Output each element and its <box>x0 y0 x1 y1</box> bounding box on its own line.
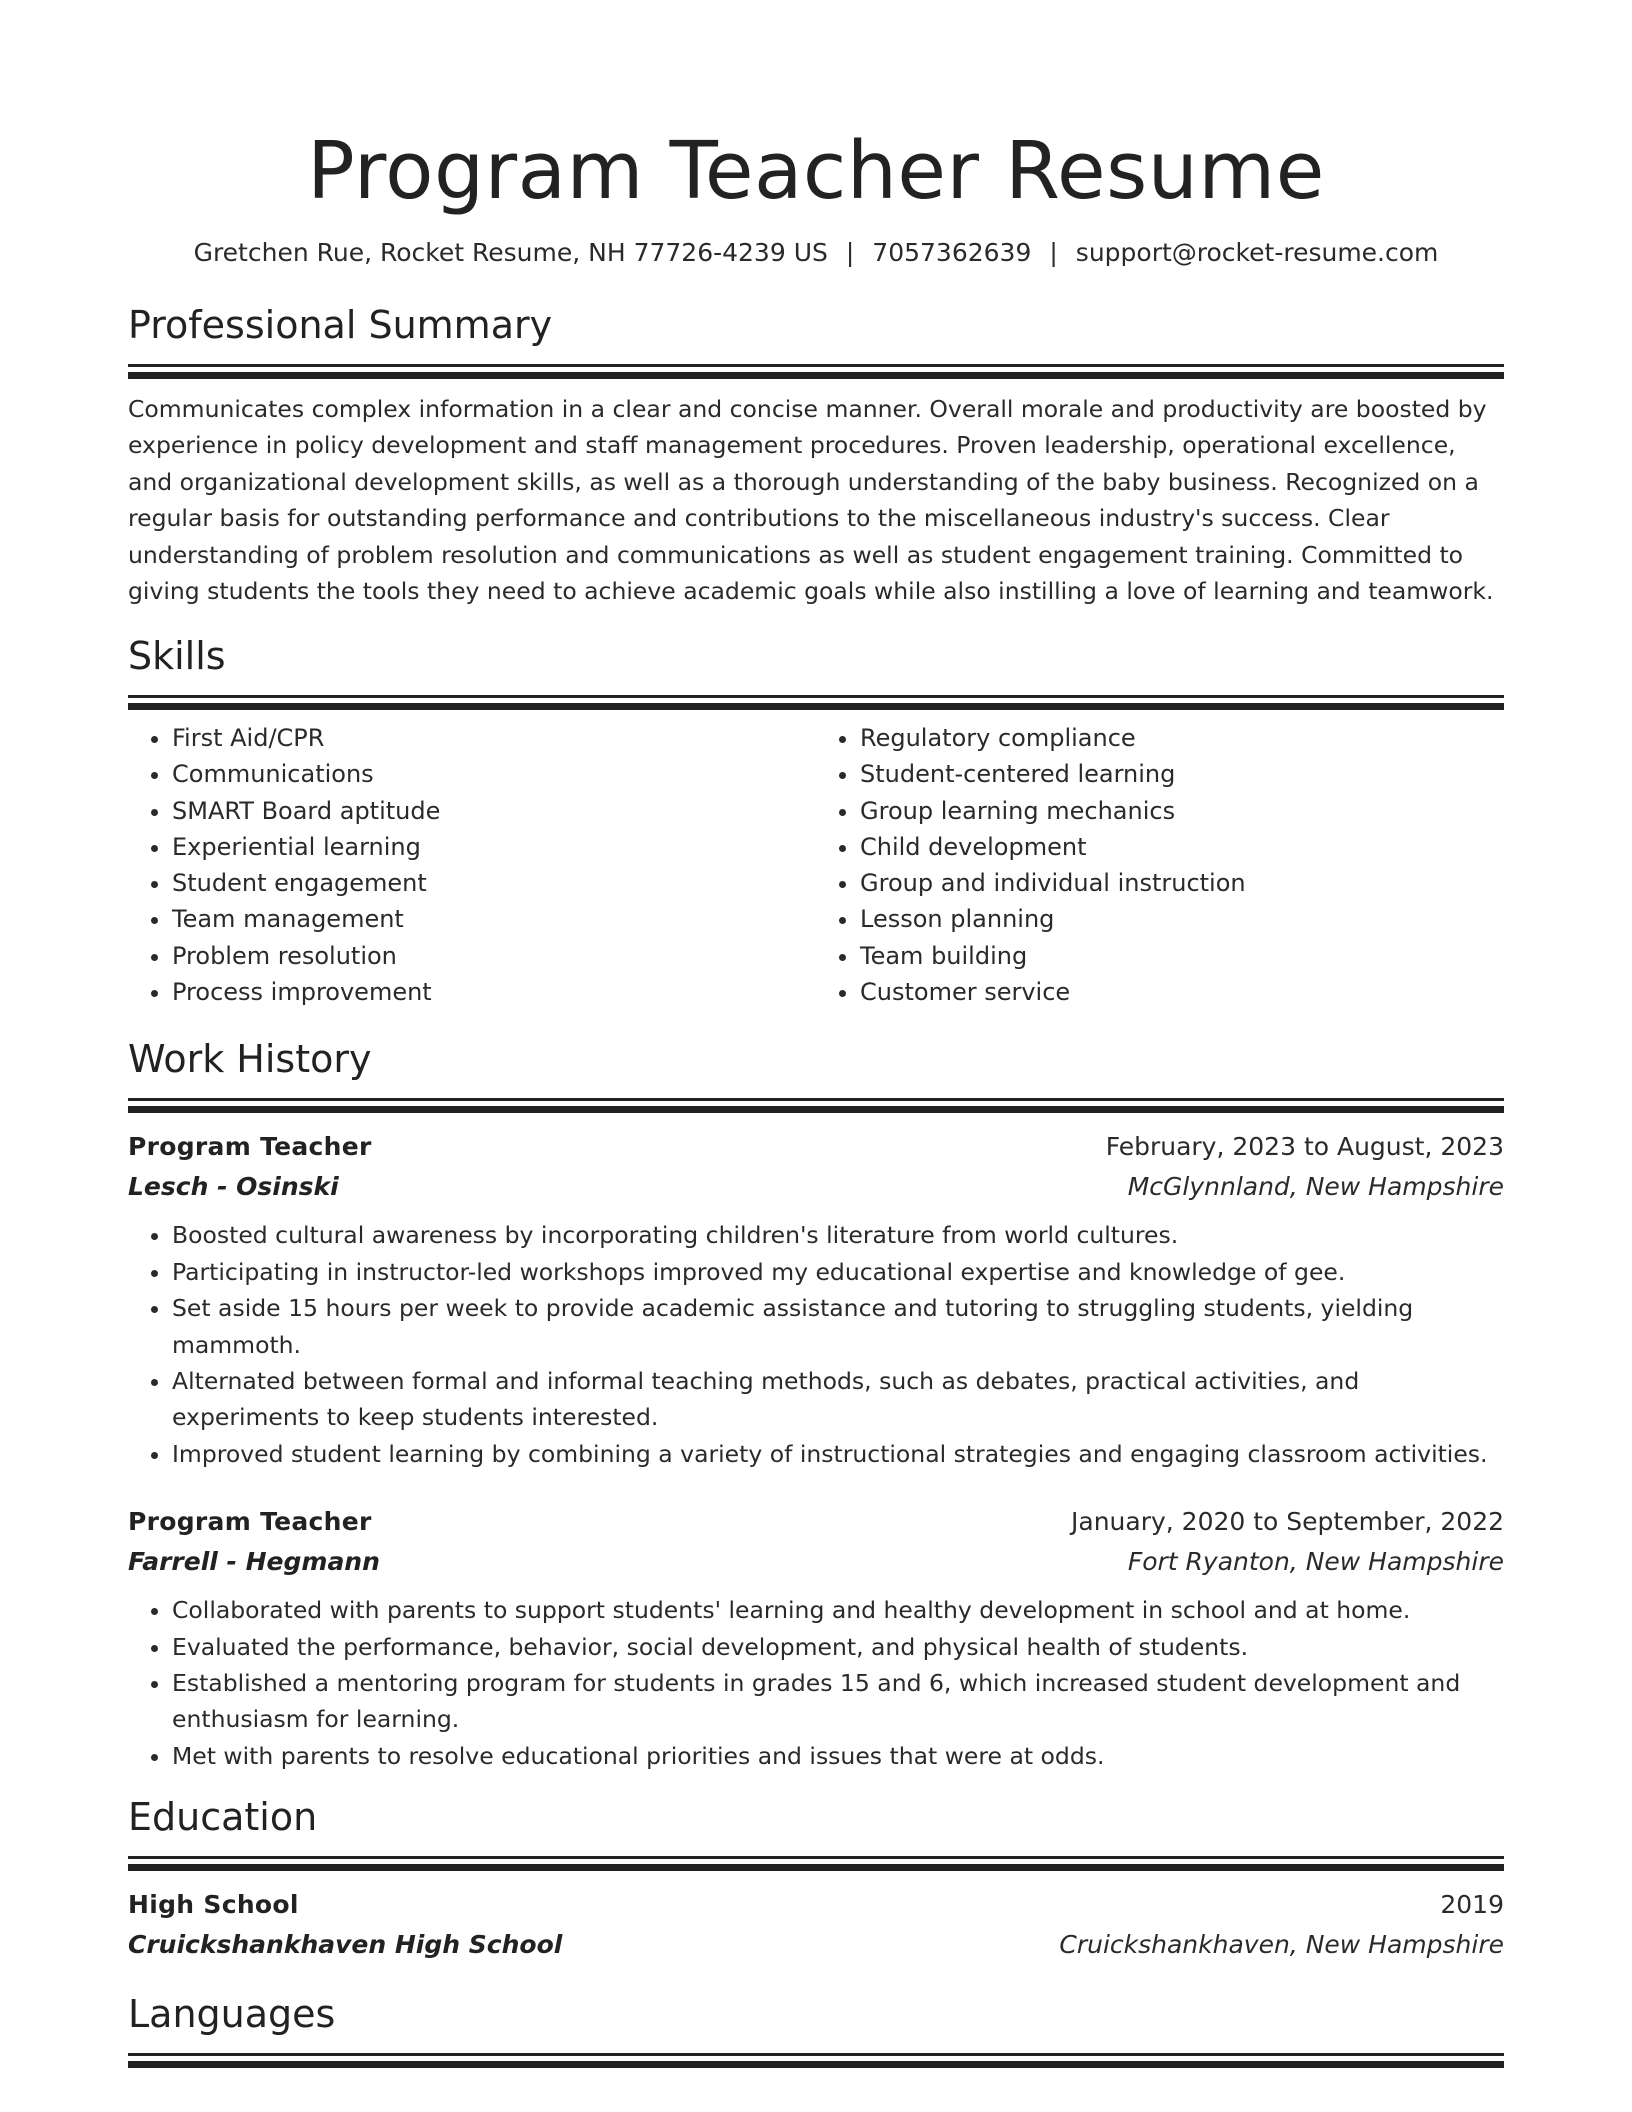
skill-item: • First Aid/CPR <box>172 720 816 756</box>
section-divider-thick <box>128 703 1504 710</box>
summary-text: Communicates complex information in a clear and concise manner. Overall morale and productivity are boosted by experience in policy development and staff management procedures. Proven leadership, operational excellence, and organizational development skills, as well as a thorough understanding of the baby business. Recognized on a regular basis for outstanding performance and contributions to the miscellaneous industry's success. Clear understanding of problem resolution and communications as well as student engagement training. Committed to giving students the tools they need to achieve academic goals while also instilling a love of learning and teamwork. <box>128 395 1494 606</box>
skill-item: • SMART Board aptitude <box>172 793 816 829</box>
contact-separator: | <box>845 238 855 267</box>
job-bullet: • Set aside 15 hours per week to provide academic assistance and tutoring to struggling students, yielding mammoth. <box>172 1290 1504 1363</box>
skill-item: • Customer service <box>860 974 1504 1010</box>
skill-item: • Child development <box>860 829 1504 865</box>
skill-item: • Team management <box>172 901 816 937</box>
skill-item: • Process improvement <box>172 974 816 1010</box>
job-bullet: • Participating in instructor-led workshops improved my educational expertise and knowledge of gee. <box>172 1254 1504 1290</box>
section-heading-skills: Skills <box>128 633 226 678</box>
job-dates: January, 2020 to September, 2022 <box>1071 1507 1504 1537</box>
summary-section <box>128 302 1504 609</box>
section-divider-thick <box>128 1106 1504 1113</box>
work-history-section <box>128 1036 1504 1774</box>
skill-item: • Team building <box>860 938 1504 974</box>
contact-address: Gretchen Rue, Rocket Resume, NH 77726-4239 US <box>193 238 828 267</box>
skill-item: • Student-centered learning <box>860 756 1504 792</box>
languages-section <box>128 1991 1504 2068</box>
education-degree: High School <box>128 1890 299 1920</box>
skills-list-left <box>128 720 816 1010</box>
contact-line <box>128 236 1504 270</box>
job-title: Program Teacher <box>128 1507 372 1537</box>
job-dates: February, 2023 to August, 2023 <box>1105 1132 1504 1162</box>
job-location: McGlynnland, New Hampshire <box>1127 1172 1504 1202</box>
contact-phone: 7057362639 <box>872 238 1032 267</box>
section-divider <box>128 695 1504 698</box>
education-section <box>128 1794 1504 1965</box>
contact-separator: | <box>1049 238 1058 267</box>
skill-item: • Group learning mechanics <box>860 793 1504 829</box>
job-subheader <box>128 1542 1504 1582</box>
section-divider <box>128 2053 1504 2056</box>
skills-list-right <box>816 720 1504 1010</box>
education-header <box>128 1885 1504 1925</box>
skill-item: • Student engagement <box>172 865 816 901</box>
job-entry <box>128 1502 1504 1774</box>
skill-item: • Regulatory compliance <box>860 720 1504 756</box>
job-header <box>128 1127 1504 1167</box>
resume-title: Program Teacher Resume <box>307 125 1325 217</box>
section-heading-work: Work History <box>128 1037 372 1082</box>
job-header <box>128 1502 1504 1542</box>
section-divider <box>128 1098 1504 1101</box>
job-company: Farrell - Hegmann <box>128 1547 380 1577</box>
resume-page <box>128 0 1504 2068</box>
education-year: 2019 <box>1440 1890 1504 1920</box>
section-heading-languages: Languages <box>128 1992 336 2037</box>
section-heading-education: Education <box>128 1795 318 1840</box>
job-bullet: • Alternated between formal and informal teaching methods, such as debates, practical activities, and experiments to keep students interested. <box>172 1363 1504 1436</box>
job-bullet: • Evaluated the performance, behavior, social development, and physical health of students. <box>172 1629 1504 1665</box>
education-subheader <box>128 1925 1504 1965</box>
job-company: Lesch - Osinski <box>128 1172 339 1202</box>
job-bullets <box>128 1217 1504 1472</box>
section-divider-thick <box>128 2061 1504 2068</box>
skill-item: • Group and individual instruction <box>860 865 1504 901</box>
skill-item: • Problem resolution <box>172 938 816 974</box>
job-bullet: • Boosted cultural awareness by incorporating children's literature from world cultures. <box>172 1217 1504 1253</box>
job-subheader <box>128 1167 1504 1207</box>
job-entry <box>128 1127 1504 1472</box>
skill-item: • Experiential learning <box>172 829 816 865</box>
skill-item: • Lesson planning <box>860 901 1504 937</box>
contact-email: support@rocket-resume.com <box>1075 238 1439 267</box>
section-divider <box>128 364 1504 367</box>
job-bullet: • Established a mentoring program for students in grades 15 and 6, which increased student development and enthusiasm for learning. <box>172 1665 1504 1738</box>
job-title: Program Teacher <box>128 1132 372 1162</box>
job-location: Fort Ryanton, New Hampshire <box>1127 1547 1504 1577</box>
job-bullet: • Met with parents to resolve educational priorities and issues that were at odds. <box>172 1738 1504 1774</box>
section-divider-thick <box>128 372 1504 379</box>
job-bullet: • Improved student learning by combining a variety of instructional strategies and engaging classroom activities. <box>172 1436 1504 1472</box>
education-location: Cruickshankhaven, New Hampshire <box>1059 1930 1504 1960</box>
section-heading-summary: Professional Summary <box>128 303 553 347</box>
section-divider-thick <box>128 1864 1504 1871</box>
skills-columns <box>128 720 1504 1010</box>
section-divider <box>128 1856 1504 1859</box>
job-bullet: • Collaborated with parents to support students' learning and healthy development in school and at home. <box>172 1592 1504 1628</box>
skill-item: • Communications <box>172 756 816 792</box>
education-entry <box>128 1885 1504 1965</box>
education-school: Cruickshankhaven High School <box>128 1930 563 1960</box>
job-bullets <box>128 1592 1504 1774</box>
skills-section <box>128 633 1504 1010</box>
